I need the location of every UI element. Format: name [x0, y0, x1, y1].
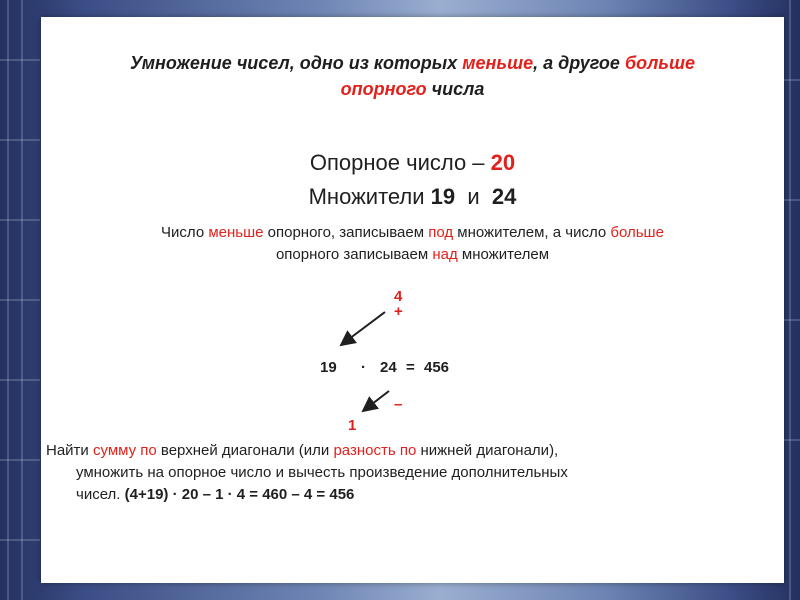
title-word-more: больше [624, 53, 695, 73]
lower-diagonal-arrow [363, 391, 389, 411]
right-factor: 24 [380, 359, 397, 376]
rule-highlight: больше [610, 224, 664, 241]
conclusion-line-2: умножить на опорное число и вычесть произведение дополнительных [76, 464, 568, 481]
conclusion-text [46, 440, 766, 506]
conclusion-line-1 [46, 440, 766, 462]
title-text: числа [426, 79, 485, 99]
title-text: , а другое [533, 53, 625, 73]
bottom-number: 1 [348, 417, 357, 434]
multipliers-and: и [467, 184, 480, 209]
rule-highlight: над [432, 246, 458, 263]
rule-segment: множителем, а число [453, 224, 611, 241]
reference-label: Опорное число – [309, 150, 491, 175]
dot-operator: · [361, 359, 366, 376]
top-plus-sign: + [394, 303, 403, 320]
rule-segment: множителем [457, 246, 550, 263]
multiplier-1: 19 [430, 184, 456, 209]
conclusion-formula: (4+19) · 20 – 1 · 4 = 460 – 4 = 456 [124, 486, 355, 503]
conclusion-segment: верхней диагонали (или [156, 442, 334, 459]
conclusion-highlight: сумму по [92, 442, 157, 459]
result-value: 456 [424, 359, 450, 376]
conclusion-segment: Найти [46, 442, 93, 459]
rule-segment: опорного, записываем [263, 224, 429, 241]
rule-segment: опорного записываем [275, 246, 433, 263]
rule-segment: Число [161, 224, 209, 241]
multiplier-2: 24 [491, 184, 517, 209]
upper-diagonal-arrow [341, 312, 385, 345]
top-number: 4 [394, 288, 403, 305]
bottom-minus-sign: – [394, 396, 403, 413]
rule-highlight: меньше [208, 224, 264, 241]
equals-sign: = [406, 359, 415, 376]
left-factor: 19 [320, 359, 337, 376]
reference-value: 20 [490, 150, 516, 175]
conclusion-highlight: разность по [333, 442, 417, 459]
conclusion-line-3 [46, 484, 766, 506]
multipliers-label: Множители [308, 184, 431, 209]
rule-highlight: под [428, 224, 454, 241]
slide [41, 17, 784, 583]
title-word-reference: опорного [340, 79, 427, 99]
title-text: Умножение чисел, одно из которых [129, 53, 463, 73]
title-word-less: меньше [462, 53, 534, 73]
conclusion-segment: нижней диагонали), [416, 442, 559, 459]
conclusion-segment: чисел. [76, 486, 125, 503]
